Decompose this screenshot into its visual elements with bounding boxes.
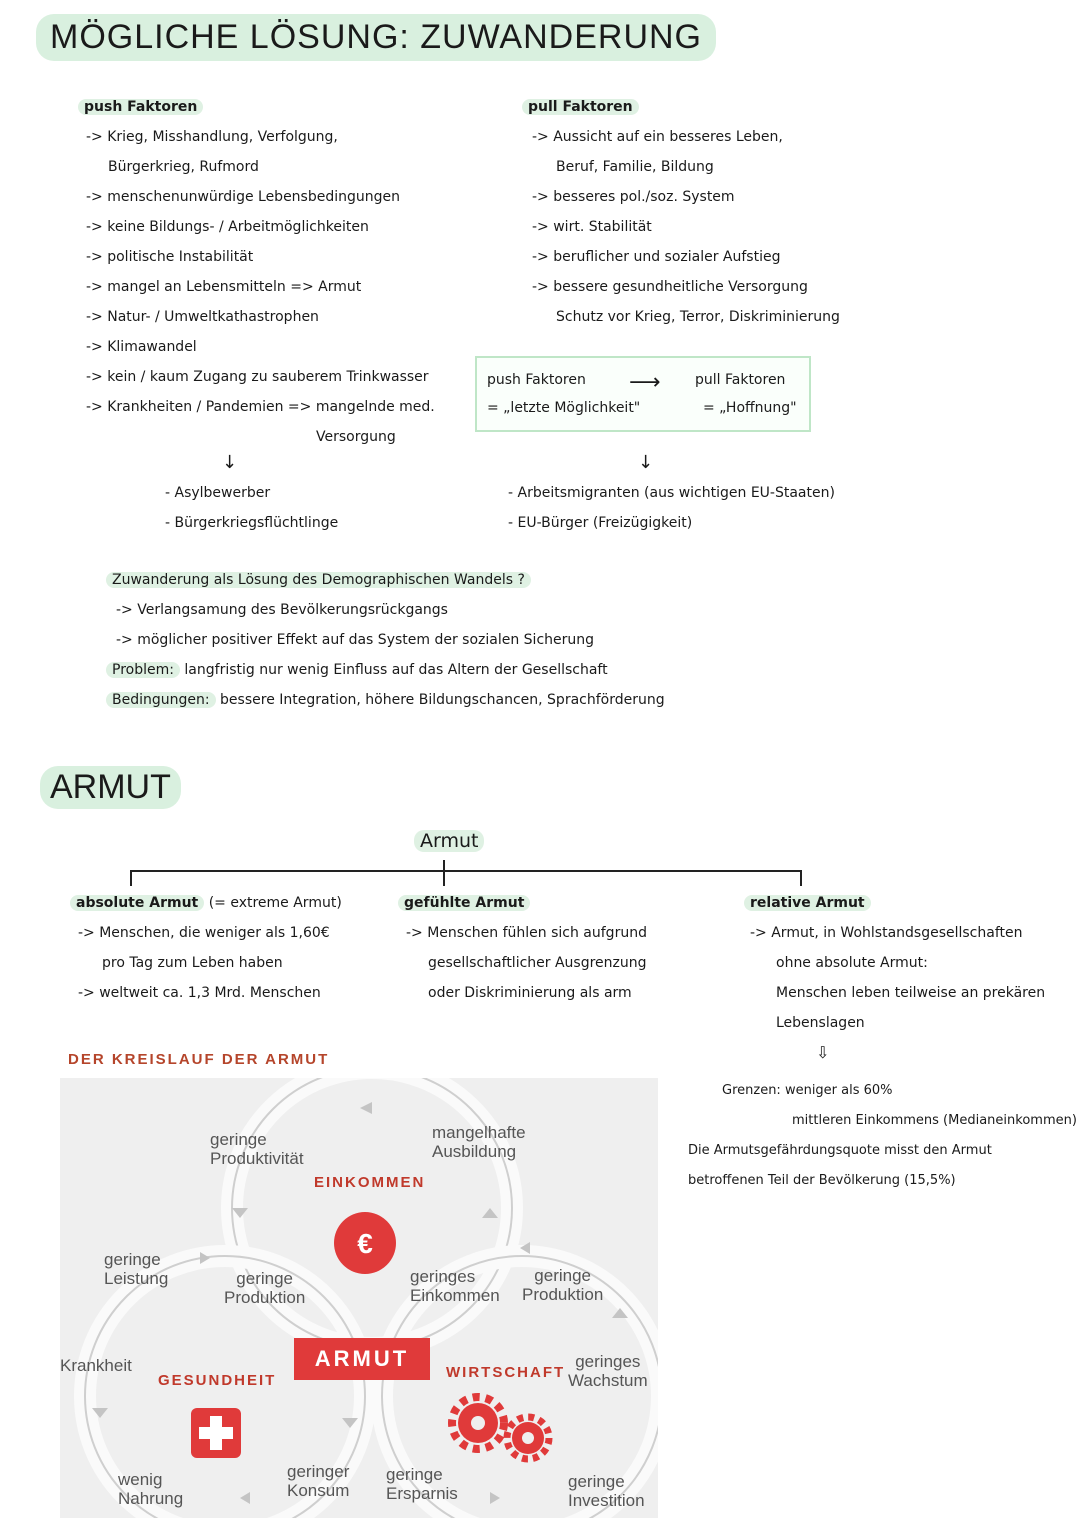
pull-result: - Arbeitsmigranten (aus wichtigen EU-Staaten) [508,485,835,501]
gefuehlte-armut-heading: gefühlte Armut [398,895,530,911]
pull-results [508,478,835,538]
armut-root-label: Armut [414,830,484,852]
demography-point: -> möglicher positiver Effekt auf das System der sozialen Sicherung [116,632,595,648]
pull-item: -> bessere gesundheitliche Versorgung [532,279,808,295]
armut-root [414,830,484,852]
label-line: geringe [386,1465,443,1484]
push-result: - Bürgerkriegsflüchtlinge [165,515,339,531]
label-line: geringes [410,1267,476,1286]
relative-armut-line: Menschen leben teilweise an prekären [776,985,1046,1001]
label-line: geringe [104,1250,161,1269]
wirtschaft-caption: WIRTSCHAFT [446,1364,566,1381]
label-line: geringer [287,1462,350,1481]
gear-hole [522,1432,534,1444]
pull-item: -> Aussicht auf ein besseres Leben, [532,129,783,145]
gears-icon [452,1397,549,1459]
tree-bar [130,870,802,872]
label-line: Wachstum [568,1371,648,1390]
pull-down-arrow: ↓ [638,452,654,473]
box-pull-definition: = „Hoffnung" [703,400,797,416]
label-line: wenig [118,1470,163,1489]
label-krankheit [60,1356,132,1375]
gefuehlte-armut-line: -> Menschen fühlen sich aufgrund [406,925,647,941]
label-wenig-nahrung [118,1470,183,1508]
label-line: Konsum [287,1481,350,1500]
label-line: geringe [568,1472,625,1491]
health-cross-h [199,1427,233,1439]
gear-hole [471,1416,485,1430]
label-geringer-konsum [287,1462,349,1500]
push-results [165,478,338,538]
box-pull-label: pull Faktoren [695,372,786,388]
push-down-arrow: ↓ [222,452,238,473]
label-line: Ausbildung [432,1142,517,1161]
push-heading: push Faktoren [78,99,203,115]
push-item: -> mangel an Lebensmitteln => Armut [86,279,362,295]
gesundheit-caption: GESUNDHEIT [158,1372,277,1389]
label-geringes-einkommen [410,1267,500,1305]
demography-point: -> Verlangsamung des Bevölkerungsrückgangs [116,602,448,618]
label-line: Ersparnis [386,1484,458,1503]
pull-item: Schutz vor Krieg, Terror, Diskriminierung [556,309,840,325]
push-item: -> kein / kaum Zugang zu sauberem Trinkwasser [86,369,429,385]
pull-factors [522,92,840,332]
push-item: -> politische Instabilität [86,249,254,265]
label-geringe-produktion-right [522,1266,603,1304]
label-geringe-leistung [104,1250,168,1288]
conditions-text: bessere Integration, höhere Bildungschancen, Sprachförderung [220,692,665,708]
gefuehlte-armut [398,888,647,1008]
label-line: geringes [575,1352,641,1371]
box-push-label: push Faktoren [487,372,586,388]
pull-result: - EU-Bürger (Freizügigkeit) [508,515,693,531]
push-result: - Asylbewerber [165,485,271,501]
push-item: -> menschenunwürdige Lebensbedingungen [86,189,401,205]
label-line: geringe [236,1269,293,1288]
label-line: Produktion [522,1285,604,1304]
relative-armut-line: Lebenslagen [776,1015,865,1031]
absolute-armut [70,888,342,1008]
demography-section [106,565,665,715]
label-line: Krankheit [60,1356,132,1375]
relative-grenzen [722,1076,1077,1136]
page-title: MÖGLICHE LÖSUNG: ZUWANDERUNG [36,14,716,61]
label-line: Einkommen [410,1286,500,1305]
relative-down-arrow: ⇩ [816,1043,830,1062]
label-geringes-wachstum [568,1352,648,1390]
tree-branch-middle [443,870,445,886]
label-line: Produktion [224,1288,306,1307]
pull-item: -> wirt. Stabilität [532,219,652,235]
relative-armut-line: -> Armut, in Wohlstandsgesellschaften [750,925,1023,941]
absolute-armut-heading: absolute Armut [70,895,204,911]
quote-line: Die Armutsgefährdungsquote misst den Armut [688,1143,992,1158]
absolute-armut-line: -> Menschen, die weniger als 1,60€ [78,925,330,941]
label-geringe-ersparnis [386,1465,458,1503]
problem-label: Problem: [106,662,180,678]
label-line: Investition [568,1491,645,1510]
push-factors [78,92,435,452]
label-line: geringe [534,1266,591,1285]
push-pull-box [475,356,811,432]
pull-heading: pull Faktoren [522,99,639,115]
grenzen-line: Grenzen: weniger als 60% [722,1083,893,1098]
push-item: Bürgerkrieg, Rufmord [108,159,259,175]
arrow-icon [490,1492,500,1504]
arrow-icon [240,1492,250,1504]
relative-armut-line: ohne absolute Armut: [776,955,928,971]
relative-armut [744,888,1045,1068]
push-item: -> Natur- / Umweltkathastrophen [86,309,319,325]
push-item: Versorgung [316,429,396,445]
absolute-armut-line: -> weltweit ca. 1,3 Mrd. Menschen [78,985,321,1001]
push-item: -> Krankheiten / Pandemien => mangelnde med. [86,399,435,415]
label-line: mangelhafte [432,1123,526,1142]
armut-center-box: ARMUT [294,1338,430,1380]
poverty-cycle-diagram [60,1078,658,1518]
gefuehlte-armut-line: oder Diskriminierung als arm [428,985,632,1001]
euro-icon: € [357,1228,373,1259]
label-line: Produktivität [210,1149,304,1168]
absolute-armut-line: pro Tag zum Leben haben [102,955,283,971]
einkommen-caption: EINKOMMEN [314,1174,426,1191]
relative-armut-heading: relative Armut [744,895,871,911]
conditions-label: Bedingungen: [106,692,216,708]
tree-branch-right [800,870,802,886]
label-line: Nahrung [118,1489,184,1508]
label-mangelhafte-ausbildung [432,1123,526,1161]
pull-item: Beruf, Familie, Bildung [556,159,714,175]
armutsgefaehrdungsquote [688,1136,992,1196]
arrow-icon [482,1208,498,1218]
problem-text: langfristig nur wenig Einfluss auf das Altern der Gesellschaft [184,662,608,678]
label-line: geringe [210,1130,267,1149]
label-geringe-produktivitaet [210,1130,304,1168]
arrow-icon [360,1102,372,1114]
push-item: -> Klimawandel [86,339,197,355]
armut-section-title: ARMUT [40,766,181,809]
gefuehlte-armut-line: gesellschaftlicher Ausgrenzung [428,955,647,971]
push-item: -> keine Bildungs- / Arbeitmöglichkeiten [86,219,369,235]
absolute-armut-extra: (= extreme Armut) [208,895,342,911]
poverty-cycle-title: DER KREISLAUF DER ARMUT [62,1046,358,1074]
pull-item: -> beruflicher und sozialer Aufstieg [532,249,781,265]
push-item: -> Krieg, Misshandlung, Verfolgung, [86,129,338,145]
label-line: Leistung [104,1269,169,1288]
label-geringe-produktion-left [224,1269,305,1307]
quote-line: betroffenen Teil der Bevölkerung (15,5%) [688,1173,956,1188]
box-push-definition: = „letzte Möglichkeit" [487,400,641,416]
tree-branch-left [130,870,132,886]
grenzen-line: mittleren Einkommens (Medianeinkommen) [792,1113,1077,1128]
pull-item: -> besseres pol./soz. System [532,189,735,205]
demography-question: Zuwanderung als Lösung des Demographischen Wandels ? [106,572,531,588]
box-arrow: ⟶ [629,370,661,395]
label-geringe-investition [568,1472,645,1510]
